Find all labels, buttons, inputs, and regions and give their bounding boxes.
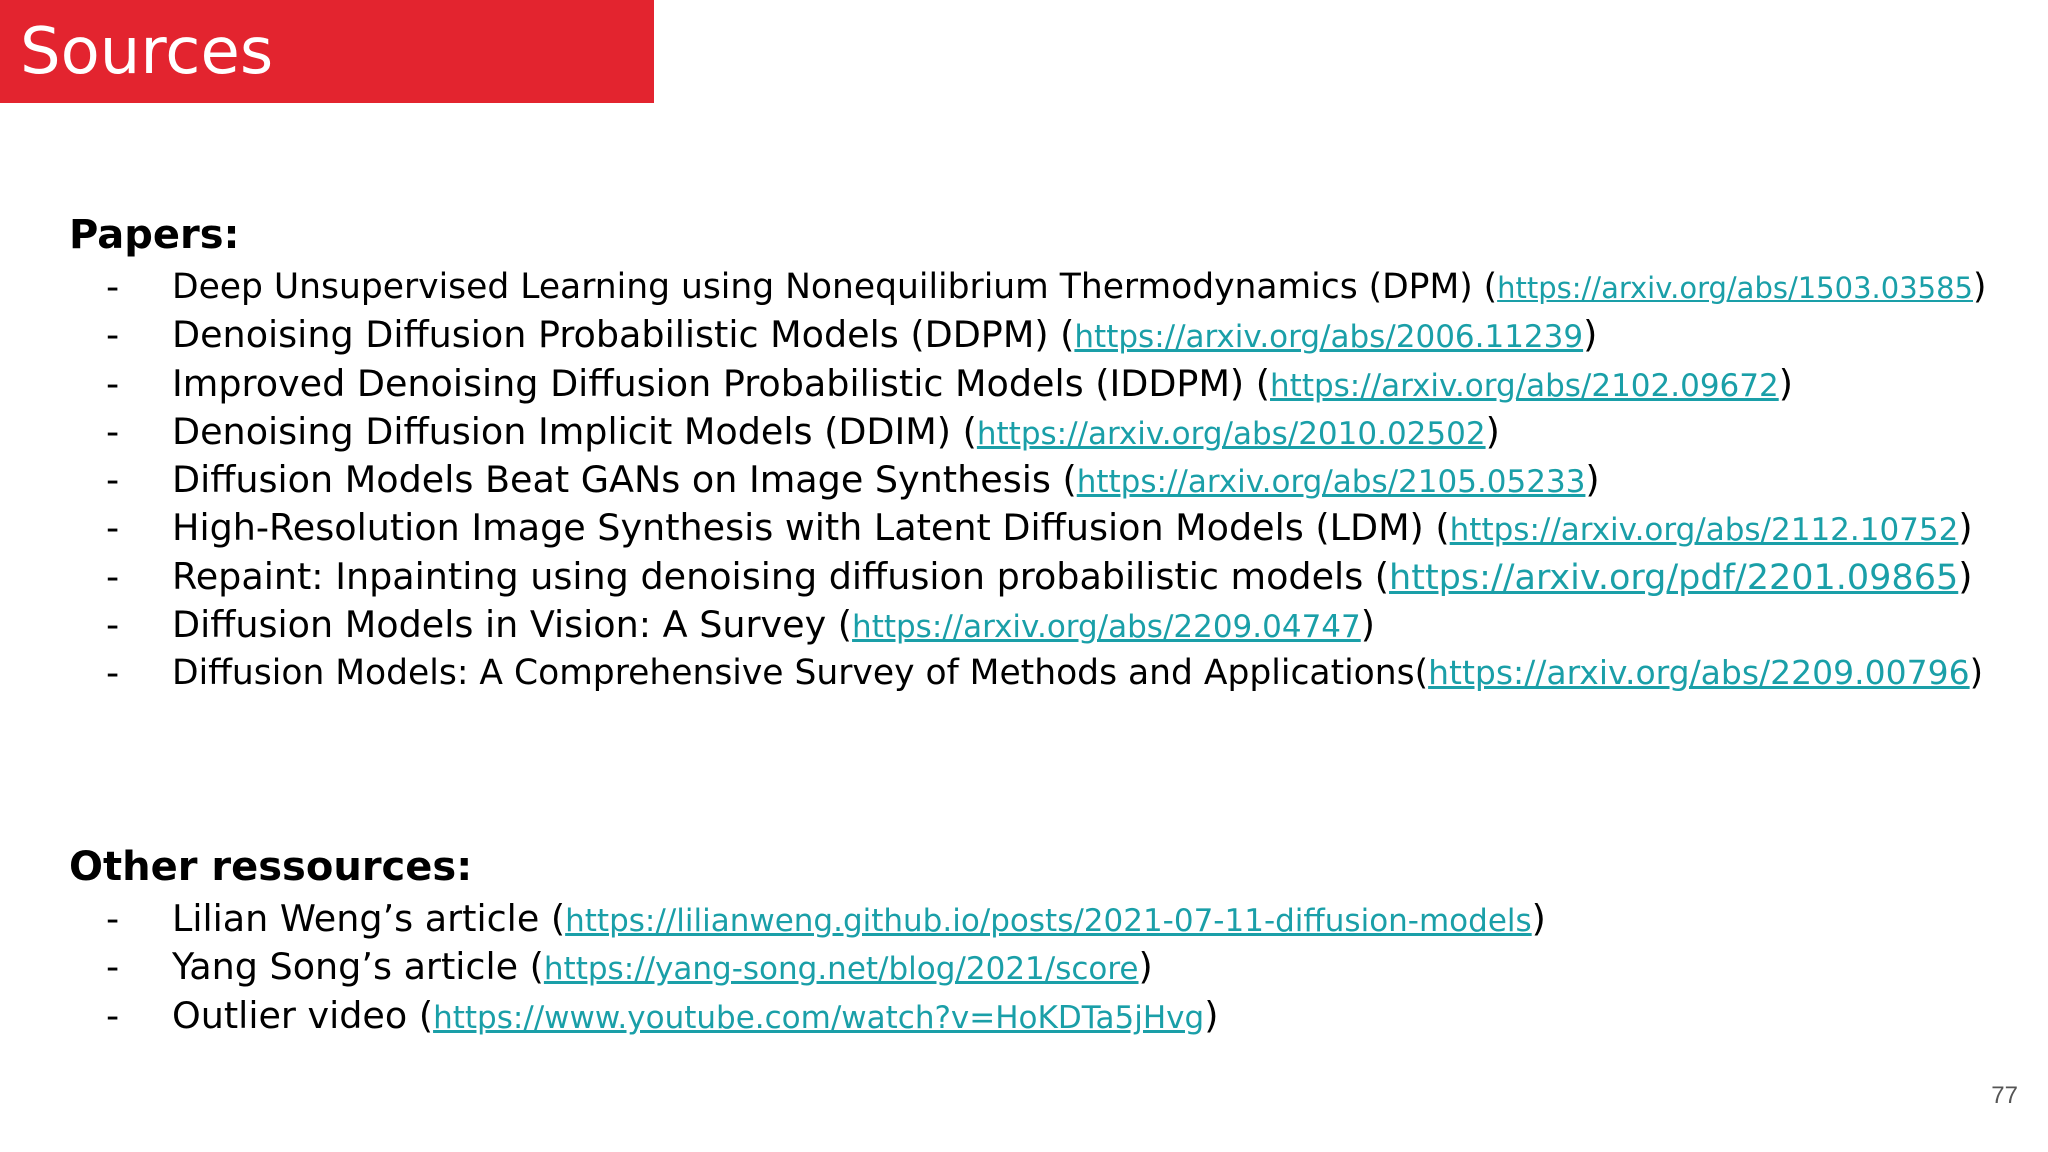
papers-heading: Papers: bbox=[69, 212, 240, 258]
list-dash: - bbox=[106, 506, 120, 550]
list-item-text: Denoising Diffusion Probabilistic Models (DDPM) (https://arxiv.org/abs/2006.11239) bbox=[172, 313, 1598, 357]
paper-link[interactable]: https://arxiv.org/abs/2209.00796 bbox=[1428, 653, 1970, 693]
list-item-text: Diffusion Models in Vision: A Survey (https://arxiv.org/abs/2209.04747) bbox=[172, 603, 1375, 647]
other-resources-heading: Other ressources: bbox=[69, 844, 473, 890]
list-dash: - bbox=[106, 897, 120, 940]
paper-link[interactable]: https://arxiv.org/abs/2006.11239 bbox=[1074, 319, 1584, 356]
slide-title: Sources bbox=[20, 15, 274, 89]
list-dash: - bbox=[106, 945, 120, 989]
list-dash: - bbox=[106, 651, 120, 695]
page-number: 77 bbox=[1991, 1082, 2018, 1109]
list-item-text: Diffusion Models Beat GANs on Image Synthesis (https://arxiv.org/abs/2105.05233) bbox=[172, 458, 1600, 502]
paper-link[interactable]: https://arxiv.org/abs/1503.03585 bbox=[1497, 271, 1974, 305]
paper-link[interactable]: https://arxiv.org/abs/2209.04747 bbox=[852, 609, 1361, 646]
list-item-text: Improved Denoising Diffusion Probabilistic Models (IDDPM) (https://arxiv.org/abs/2102.09672) bbox=[172, 361, 1793, 405]
list-item-text: Diffusion Models: A Comprehensive Survey of Methods and Applications(https://arxiv.org/abs/2209.00796) bbox=[172, 653, 1984, 694]
list-item-text: High-Resolution Image Synthesis with Latent Diffusion Models (LDM) (https://arxiv.org/abs/2112.10752) bbox=[172, 506, 1973, 550]
paper-link[interactable]: https://arxiv.org/abs/2010.02502 bbox=[976, 415, 1486, 452]
list-dash: - bbox=[106, 361, 120, 405]
resource-link[interactable]: https://yang-song.net/blog/2021/score bbox=[543, 951, 1139, 988]
list-dash: - bbox=[106, 993, 120, 1037]
list-item-text: Outlier video (https://www.youtube.com/watch?v=HoKDTa5jHvg) bbox=[172, 993, 1219, 1037]
list-item-text: Denoising Diffusion Implicit Models (DDIM) (https://arxiv.org/abs/2010.02502) bbox=[172, 409, 1500, 453]
resource-link[interactable]: https://www.youtube.com/watch?v=HoKDTa5jHvg bbox=[433, 999, 1205, 1036]
paper-link[interactable]: https://arxiv.org/abs/2112.10752 bbox=[1449, 512, 1959, 549]
paper-link[interactable]: https://arxiv.org/abs/2105.05233 bbox=[1076, 464, 1586, 501]
list-item-text: Lilian Weng’s article (https://lilianweng.github.io/posts/2021-07-11-diffusion-models) bbox=[172, 897, 1546, 940]
list-dash: - bbox=[106, 313, 120, 357]
list-dash: - bbox=[106, 458, 120, 502]
title-banner bbox=[0, 0, 654, 103]
list-item-text: Repaint: Inpainting using denoising diffusion probabilistic models (https://arxiv.org/pdf/2201.09865) bbox=[172, 554, 1973, 598]
list-dash: - bbox=[106, 409, 120, 453]
list-dash: - bbox=[106, 603, 120, 647]
list-item-text: Yang Song’s article (https://yang-song.net/blog/2021/score) bbox=[172, 945, 1153, 989]
list-dash: - bbox=[106, 265, 120, 308]
resource-link[interactable]: https://lilianweng.github.io/posts/2021-07-11-diffusion-models bbox=[565, 903, 1532, 939]
list-dash: - bbox=[106, 554, 120, 598]
list-item-text: Deep Unsupervised Learning using Nonequilibrium Thermodynamics (DPM) (https://arxiv.org/abs/1503.03585) bbox=[172, 267, 1987, 307]
paper-link[interactable]: https://arxiv.org/abs/2102.09672 bbox=[1270, 367, 1779, 404]
paper-link[interactable]: https://arxiv.org/pdf/2201.09865 bbox=[1389, 557, 1959, 598]
